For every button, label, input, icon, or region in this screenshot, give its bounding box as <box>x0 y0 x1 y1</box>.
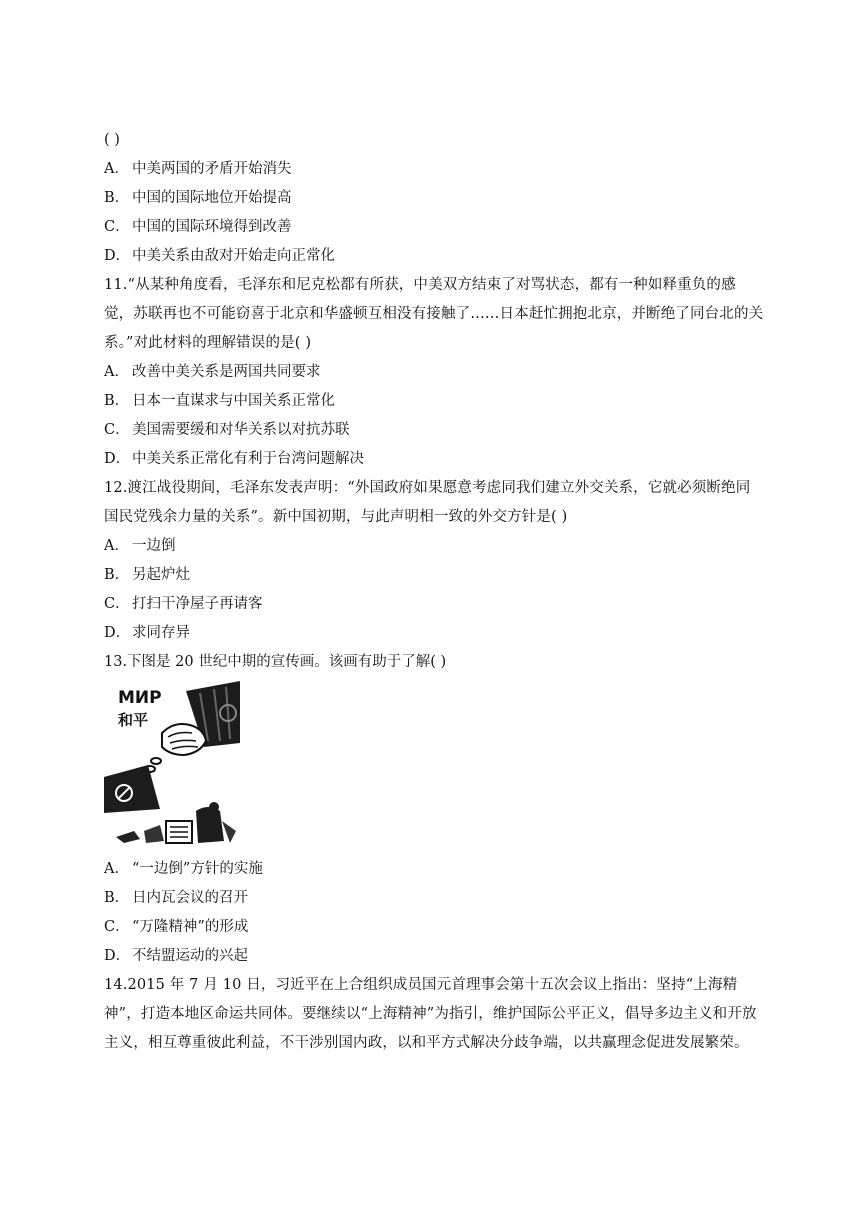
q13-option-b <box>104 884 764 913</box>
option-letter: D． <box>104 948 131 964</box>
q10-option-c <box>104 213 764 242</box>
q12-option-d <box>104 619 764 648</box>
q10-option-b <box>104 184 764 213</box>
option-letter: B． <box>104 567 130 583</box>
q10-option-d <box>104 242 764 271</box>
q14-stem: 14.2015 年 7 月 10 日，习近平在上合组织成员国元首理事会第十五次会议上指出：坚持“上海精神”，打造本地区命运共同体。要继续以“上海精神”为指引，维护国际公平正义，倡导多边主义和开放主义，相互尊重彼此利益，不干涉别国内政，以和平方式解决分歧争端，以共赢理念促进发展繁荣。 <box>104 977 757 1051</box>
option-letter: B． <box>104 393 130 409</box>
q12-option-a <box>104 532 764 561</box>
propaganda-poster-image <box>104 681 244 849</box>
q11-option-a <box>104 358 764 387</box>
handshake-shape <box>162 724 206 755</box>
option-text: 打扫干净屋子再请客 <box>132 596 263 612</box>
option-text: 美国需要缓和对华关系以对抗苏联 <box>132 422 350 438</box>
option-letter: C． <box>104 422 130 438</box>
option-text: “万隆精神”的形成 <box>132 919 249 935</box>
poster-text-heping: 和平 <box>118 711 149 729</box>
q11-option-b <box>104 387 764 416</box>
q11-stem: 11.“从某种角度看，毛泽东和尼克松都有所获，中美双方结束了对骂状态，都有一种如释重负的感觉，苏联再也不可能窃喜于北京和华盛顿互相没有接触了……日本赶忙拥抱北京，并断绝了同台北的关系。”对此材料的理解错误的是( ) <box>104 277 764 351</box>
option-text: 不结盟运动的兴起 <box>132 948 248 964</box>
option-letter: C． <box>104 919 130 935</box>
option-text: 中美关系由敌对开始走向正常化 <box>132 248 335 264</box>
option-text: 中美关系正常化有利于台湾问题解决 <box>132 451 364 467</box>
option-letter: A． <box>104 861 129 877</box>
option-letter: A． <box>104 161 129 177</box>
q12-option-b <box>104 561 764 590</box>
option-text: 改善中美关系是两国共同要求 <box>132 364 321 380</box>
option-text: “一边倒”方针的实施 <box>132 861 263 877</box>
poster-text-mir: МИР <box>118 688 162 708</box>
option-letter: B． <box>104 890 130 906</box>
option-text: 日本一直谋求与中国关系正常化 <box>132 393 335 409</box>
q10-blank: ( ) <box>104 132 120 148</box>
q13-option-c <box>104 913 764 942</box>
q11-option-c <box>104 416 764 445</box>
option-text: 求同存异 <box>132 625 190 641</box>
q13-stem: 13.下图是 20 世纪中期的宣传画。该画有助于了解( ) <box>104 654 447 670</box>
q11-option-d <box>104 445 764 474</box>
option-text: 中美两国的矛盾开始消失 <box>132 161 292 177</box>
option-letter: C． <box>104 596 130 612</box>
option-text: 中国的国际地位开始提高 <box>132 190 292 206</box>
option-text: 日内瓦会议的召开 <box>132 890 248 906</box>
option-letter: A． <box>104 364 129 380</box>
option-letter: A． <box>104 538 129 554</box>
exam-page <box>104 126 764 1058</box>
option-letter: B． <box>104 190 130 206</box>
option-text: 一边倒 <box>132 538 176 554</box>
option-text: 另起炉灶 <box>132 567 190 583</box>
option-text: 中国的国际环境得到改善 <box>132 219 292 235</box>
q12-stem: 12.渡江战役期间，毛泽东发表声明：“外国政府如果愿意考虑同我们建立外交关系，它就必须断绝同国民党残余力量的关系”。新中国初期，与此声明相一致的外交方针是( ) <box>104 480 751 525</box>
option-letter: D． <box>104 451 131 467</box>
option-letter: D． <box>104 248 131 264</box>
option-letter: D． <box>104 625 131 641</box>
q10-option-a <box>104 155 764 184</box>
q13-option-a <box>104 855 764 884</box>
option-letter: C． <box>104 219 130 235</box>
q12-option-c <box>104 590 764 619</box>
q13-option-d <box>104 942 764 971</box>
